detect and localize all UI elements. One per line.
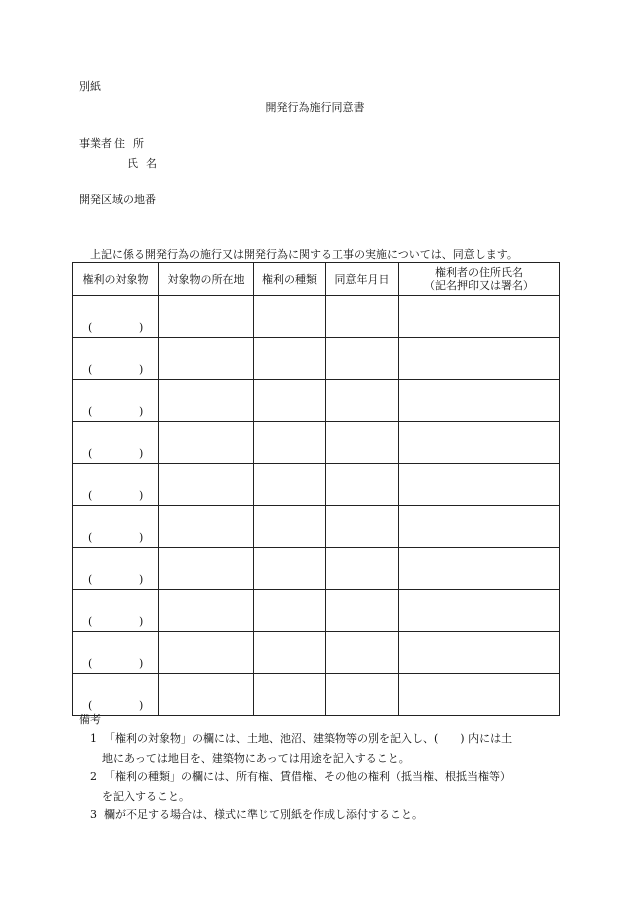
table-cell[interactable]: [73, 632, 159, 674]
close-paren: ): [139, 447, 144, 460]
table-cell[interactable]: [159, 464, 254, 506]
table-cell[interactable]: [73, 506, 159, 548]
table-cell[interactable]: [399, 548, 560, 590]
table-row: [73, 632, 560, 674]
close-paren: ): [139, 363, 144, 376]
header-holder-line2: （記名押印又は署名）: [424, 279, 534, 292]
close-paren: ): [139, 321, 144, 334]
table-cell[interactable]: [399, 422, 560, 464]
remark-number: 3: [90, 808, 97, 821]
remark-text: 「権利の種類」の欄には、所有権、賃借権、その他の権利（抵当権、根抵当権等）: [104, 770, 511, 783]
table-cell[interactable]: [159, 548, 254, 590]
table-cell[interactable]: [254, 506, 326, 548]
table-cell[interactable]: [159, 422, 254, 464]
document-title: 開発行為施行同意書: [265, 101, 365, 114]
table-cell[interactable]: [326, 380, 399, 422]
applicant-label: 事業者: [79, 137, 112, 150]
header-rights-object: 権利の対象物: [73, 263, 159, 296]
close-paren: ): [139, 657, 144, 670]
close-paren: ): [139, 699, 144, 712]
table-cell[interactable]: [159, 296, 254, 338]
table-cell[interactable]: [399, 464, 560, 506]
remark-note-1: [90, 729, 512, 769]
table-cell[interactable]: [254, 548, 326, 590]
consent-statement: 上記に係る開発行為の施行又は開発行為に関する工事の実施については、同意します。: [90, 248, 518, 261]
table-cell[interactable]: [73, 590, 159, 632]
header-object-location: 対象物の所在地: [159, 263, 254, 296]
close-paren: ): [139, 405, 144, 418]
table-cell[interactable]: [399, 674, 560, 716]
remark-text: 欄が不足する場合は、様式に準じて別紙を作成し添付すること。: [104, 808, 423, 821]
remark-note-2: [90, 767, 511, 807]
header-holder-address-name: [399, 263, 560, 296]
table-cell[interactable]: [399, 590, 560, 632]
table-cell[interactable]: [254, 632, 326, 674]
table-cell[interactable]: [399, 506, 560, 548]
table-cell[interactable]: [254, 296, 326, 338]
table-cell[interactable]: [73, 674, 159, 716]
open-paren: (: [88, 573, 93, 586]
open-paren: (: [88, 531, 93, 544]
open-paren: (: [88, 615, 93, 628]
remark-number: 1: [90, 732, 97, 745]
table-cell[interactable]: [326, 548, 399, 590]
rights-table: [72, 262, 560, 716]
table-cell[interactable]: [159, 674, 254, 716]
remarks-heading: 備考: [79, 713, 101, 726]
remark-note-3: [90, 805, 423, 825]
table-cell[interactable]: [326, 632, 399, 674]
table-cell[interactable]: [399, 632, 560, 674]
remark-text-continued: を記入すること。: [102, 790, 190, 803]
table-row: [73, 296, 560, 338]
table-row: [73, 338, 560, 380]
table-cell[interactable]: [73, 338, 159, 380]
header-consent-date: 同意年月日: [326, 263, 399, 296]
table-cell[interactable]: [326, 590, 399, 632]
table-row: [73, 422, 560, 464]
table-cell[interactable]: [159, 380, 254, 422]
name-label: 氏名: [127, 157, 165, 170]
table-cell[interactable]: [254, 380, 326, 422]
table-cell[interactable]: [254, 464, 326, 506]
table-cell[interactable]: [73, 296, 159, 338]
open-paren: (: [88, 657, 93, 670]
table-cell[interactable]: [254, 338, 326, 380]
address-label: 住所: [114, 137, 152, 150]
table-cell[interactable]: [326, 674, 399, 716]
table-cell[interactable]: [326, 338, 399, 380]
header-holder-line1: 権利者の住所氏名: [435, 266, 523, 279]
remark-number: 2: [90, 770, 97, 783]
close-paren: ): [139, 615, 144, 628]
table-row: [73, 380, 560, 422]
table-row: [73, 674, 560, 716]
table-header-row: [73, 263, 560, 296]
open-paren: (: [88, 405, 93, 418]
table-cell[interactable]: [73, 548, 159, 590]
open-paren: (: [88, 321, 93, 334]
table-row: [73, 548, 560, 590]
table-cell[interactable]: [399, 380, 560, 422]
table-cell[interactable]: [326, 422, 399, 464]
open-paren: (: [88, 699, 93, 712]
remark-text: 「権利の対象物」の欄には、土地、池沼、建築物等の別を記入し、( ) 内には土: [104, 732, 513, 745]
table-cell[interactable]: [159, 632, 254, 674]
table-cell[interactable]: [73, 422, 159, 464]
table-row: [73, 590, 560, 632]
close-paren: ): [139, 573, 144, 586]
table-cell[interactable]: [326, 464, 399, 506]
table-cell[interactable]: [399, 338, 560, 380]
open-paren: (: [88, 447, 93, 460]
close-paren: ): [139, 489, 144, 502]
table-cell[interactable]: [159, 590, 254, 632]
remark-text-continued: 地にあっては地目を、建築物にあっては用途を記入すること。: [102, 752, 410, 765]
table-cell[interactable]: [399, 296, 560, 338]
table-cell[interactable]: [254, 590, 326, 632]
table-row: [73, 506, 560, 548]
close-paren: ): [139, 531, 144, 544]
table-cell[interactable]: [326, 506, 399, 548]
table-row: [73, 464, 560, 506]
open-paren: (: [88, 363, 93, 376]
open-paren: (: [88, 489, 93, 502]
table-body: [73, 296, 560, 716]
table-cell[interactable]: [73, 464, 159, 506]
table-cell[interactable]: [254, 674, 326, 716]
table-cell[interactable]: [159, 506, 254, 548]
table-cell[interactable]: [73, 380, 159, 422]
attachment-label: 別紙: [79, 80, 101, 93]
table-cell[interactable]: [326, 296, 399, 338]
header-rights-type: 権利の種類: [254, 263, 326, 296]
development-area-label: 開発区域の地番: [79, 193, 156, 206]
table-cell[interactable]: [159, 338, 254, 380]
table-cell[interactable]: [254, 422, 326, 464]
